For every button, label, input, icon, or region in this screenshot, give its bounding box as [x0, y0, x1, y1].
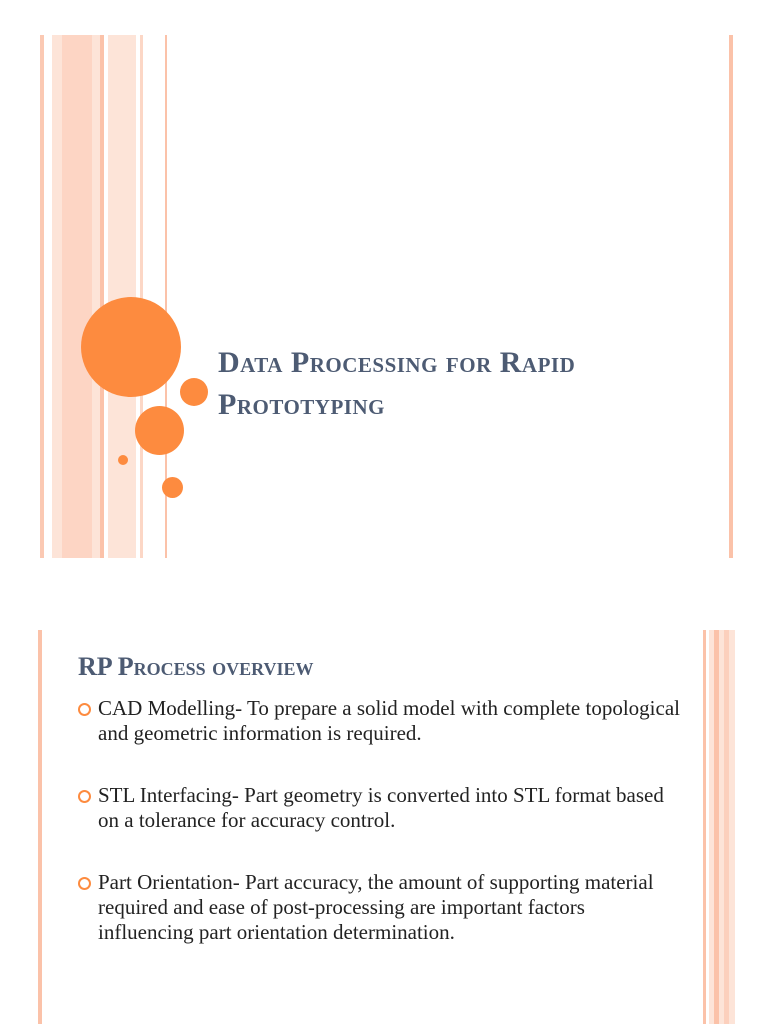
- slide-title: [218, 342, 688, 426]
- decorative-stripe: [100, 35, 104, 558]
- large-circle: [81, 297, 181, 397]
- small-circle: [180, 378, 208, 406]
- bullet-item: [78, 696, 680, 746]
- decorative-stripe: [40, 35, 44, 558]
- slide-title-line-2: Prototyping: [218, 388, 385, 421]
- hollow-circle-icon: [78, 790, 91, 803]
- decorative-stripe: [724, 630, 729, 1024]
- bullet-text: STL Interfacing- Part geometry is converted into STL format based on a tolerance for accuracy control.: [98, 783, 664, 832]
- content-slide: [0, 610, 768, 1024]
- hollow-circle-icon: [78, 703, 91, 716]
- decorative-stripe: [38, 630, 42, 1024]
- bullet-list: [78, 696, 680, 945]
- decorative-stripe: [709, 630, 735, 1024]
- decorative-stripe: [703, 630, 706, 1024]
- medium-circle: [135, 406, 184, 455]
- small-circle: [162, 477, 183, 498]
- bullet-text: Part Orientation- Part accuracy, the amount of supporting material required and ease of post-processing are important factors influencing part orientation determination.: [98, 870, 654, 944]
- slide-heading: RP Process overview: [78, 652, 314, 681]
- bullet-item: [78, 783, 680, 833]
- slide-title-line-1: Data Processing for Rapid: [218, 346, 576, 379]
- hollow-circle-icon: [78, 877, 91, 890]
- decorative-stripe: [140, 35, 143, 558]
- decorative-stripe: [714, 630, 719, 1024]
- decorative-stripe: [729, 35, 733, 558]
- bullet-item: [78, 870, 680, 945]
- decorative-stripe: [62, 35, 92, 558]
- tiny-circle: [118, 455, 128, 465]
- bullet-text: CAD Modelling- To prepare a solid model with complete topological and geometric information is required.: [98, 696, 680, 745]
